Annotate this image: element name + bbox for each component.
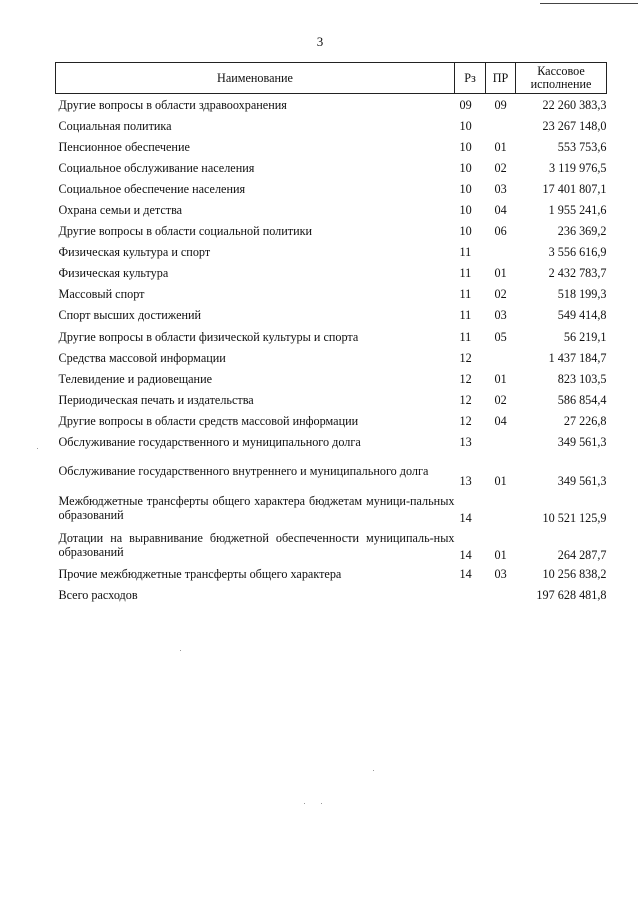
page-number: 3 <box>316 34 324 49</box>
row-pr: 09 <box>494 97 507 112</box>
row-name: Социальное обслуживание населения <box>58 160 255 175</box>
row-rz: 10 <box>459 203 472 218</box>
row-name: Другие вопросы в области здравоохранения <box>58 97 287 112</box>
row-amount: 1 955 241,6 <box>548 203 607 218</box>
row-rz: 11 <box>459 308 472 323</box>
row-rz: 12 <box>459 371 472 386</box>
scan-speck <box>37 448 38 449</box>
row-amount: 823 103,5 <box>557 371 607 386</box>
row-amount: 549 414,8 <box>557 308 607 323</box>
scan-speck <box>321 803 322 804</box>
total-label: Всего расходов <box>58 588 138 603</box>
table-row <box>56 527 607 564</box>
row-amount: 22 260 383,3 <box>542 97 607 112</box>
row-rz: 11 <box>459 245 472 260</box>
table-row <box>56 453 607 490</box>
table-row <box>56 305 607 326</box>
row-pr: 03 <box>494 181 507 196</box>
row-pr: 06 <box>494 224 507 239</box>
row-amount: 17 401 807,1 <box>542 181 607 196</box>
row-name: Другие вопросы в области средств массовой информации <box>58 413 359 428</box>
row-rz: 09 <box>459 97 472 112</box>
row-pr: 03 <box>494 308 507 323</box>
table-row <box>56 199 607 220</box>
table-row <box>56 564 607 585</box>
row-name: Периодическая печать и издательства <box>58 392 254 407</box>
row-pr <box>486 432 516 453</box>
row-amount: 349 561,3 <box>557 435 607 450</box>
top-rule <box>540 3 638 4</box>
row-pr: 01 <box>494 547 507 562</box>
table-row <box>56 263 607 284</box>
row-rz: 12 <box>459 413 472 428</box>
row-amount: 264 287,7 <box>557 547 607 562</box>
row-rz: 12 <box>459 392 472 407</box>
row-pr <box>486 490 516 527</box>
row-rz: 12 <box>459 350 472 365</box>
row-amount: 586 854,4 <box>557 392 607 407</box>
row-rz: 10 <box>459 224 472 239</box>
table-row <box>56 432 607 453</box>
table-row <box>56 178 607 199</box>
row-amount: 10 521 125,9 <box>542 510 607 525</box>
row-name: Спорт высших достижений <box>58 308 202 323</box>
row-rz: 11 <box>459 287 472 302</box>
row-name: Массовый спорт <box>58 287 145 302</box>
row-amount: 1 437 184,7 <box>548 350 607 365</box>
table-header-row <box>56 63 607 94</box>
table-body <box>56 94 607 606</box>
table-row <box>56 347 607 368</box>
row-pr <box>486 115 516 136</box>
row-rz <box>455 585 486 606</box>
row-pr: 01 <box>494 266 507 281</box>
total-amount: 197 628 481,8 <box>536 588 607 603</box>
row-name: Охрана семьи и детства <box>58 203 183 218</box>
scan-speck <box>304 803 305 804</box>
row-name: Обслуживание государственного внутреннего и муниципального долга <box>58 464 429 479</box>
total-row <box>56 585 607 606</box>
row-pr: 03 <box>494 567 507 582</box>
row-amount: 2 432 783,7 <box>548 266 607 281</box>
row-name: Социальное обеспечение населения <box>58 181 246 196</box>
row-pr: 02 <box>494 160 507 175</box>
row-rz: 14 <box>459 510 472 525</box>
scan-speck <box>373 770 374 771</box>
row-pr: 04 <box>494 413 507 428</box>
row-name: Физическая культура <box>58 266 169 281</box>
row-amount: 553 753,6 <box>557 139 607 154</box>
row-name: Пенсионное обеспечение <box>58 139 190 154</box>
row-pr <box>486 242 516 263</box>
table-row <box>56 490 607 527</box>
table-row <box>56 136 607 157</box>
row-name: Другие вопросы в области физической культуры и спорта <box>58 329 359 344</box>
row-pr: 02 <box>494 287 507 302</box>
scan-speck <box>180 650 181 651</box>
row-name: Межбюджетные трансферты общего характера бюджетам муници-пальных образований <box>58 494 455 523</box>
row-amount: 3 119 976,5 <box>549 160 607 175</box>
row-name: Дотации на выравнивание бюджетной обеспеченности муниципаль-ных образований <box>58 531 455 560</box>
row-pr: 01 <box>494 371 507 386</box>
row-pr: 02 <box>494 392 507 407</box>
row-rz: 14 <box>459 567 472 582</box>
row-rz: 13 <box>459 435 472 450</box>
header-pr: ПР <box>486 63 516 94</box>
table-row <box>56 115 607 136</box>
row-pr: 01 <box>494 473 507 488</box>
row-amount: 56 219,1 <box>563 329 607 344</box>
header-name: Наименование <box>56 63 455 94</box>
row-amount: 10 256 838,2 <box>542 567 607 582</box>
table-row <box>56 389 607 410</box>
row-pr: 05 <box>494 329 507 344</box>
row-amount: 518 199,3 <box>557 287 607 302</box>
row-rz: 14 <box>459 547 472 562</box>
row-amount: 3 556 616,9 <box>548 245 607 260</box>
table-row <box>56 157 607 178</box>
row-rz: 10 <box>459 181 472 196</box>
table-row <box>56 221 607 242</box>
row-rz: 10 <box>459 118 472 133</box>
row-amount: 23 267 148,0 <box>542 118 607 133</box>
row-name: Телевидение и радиовещание <box>58 371 212 386</box>
row-name: Другие вопросы в области социальной политики <box>58 224 313 239</box>
table-row <box>56 242 607 263</box>
header-amount: Кассовое исполнение <box>516 63 607 94</box>
row-rz: 11 <box>459 329 472 344</box>
row-name: Физическая культура и спорт <box>58 245 211 260</box>
expenditure-table <box>55 62 607 606</box>
row-rz: 10 <box>459 139 472 154</box>
row-rz: 10 <box>459 160 472 175</box>
table-row <box>56 94 607 116</box>
row-amount: 349 561,3 <box>557 473 607 488</box>
row-name: Обслуживание государственного и муниципального долга <box>58 435 361 450</box>
row-pr: 01 <box>494 139 507 154</box>
row-pr: 04 <box>494 203 507 218</box>
table-row <box>56 284 607 305</box>
row-pr <box>486 347 516 368</box>
table-row <box>56 410 607 431</box>
row-name: Социальная политика <box>58 118 172 133</box>
row-name: Средства массовой информации <box>58 350 226 365</box>
table-row <box>56 326 607 347</box>
row-rz: 11 <box>459 266 472 281</box>
row-pr <box>486 585 516 606</box>
table-row <box>56 368 607 389</box>
row-amount: 27 226,8 <box>563 413 607 428</box>
row-name: Прочие межбюджетные трансферты общего характера <box>58 567 342 582</box>
row-rz: 13 <box>459 473 472 488</box>
header-rz: Рз <box>455 63 486 94</box>
row-amount: 236 369,2 <box>557 224 607 239</box>
